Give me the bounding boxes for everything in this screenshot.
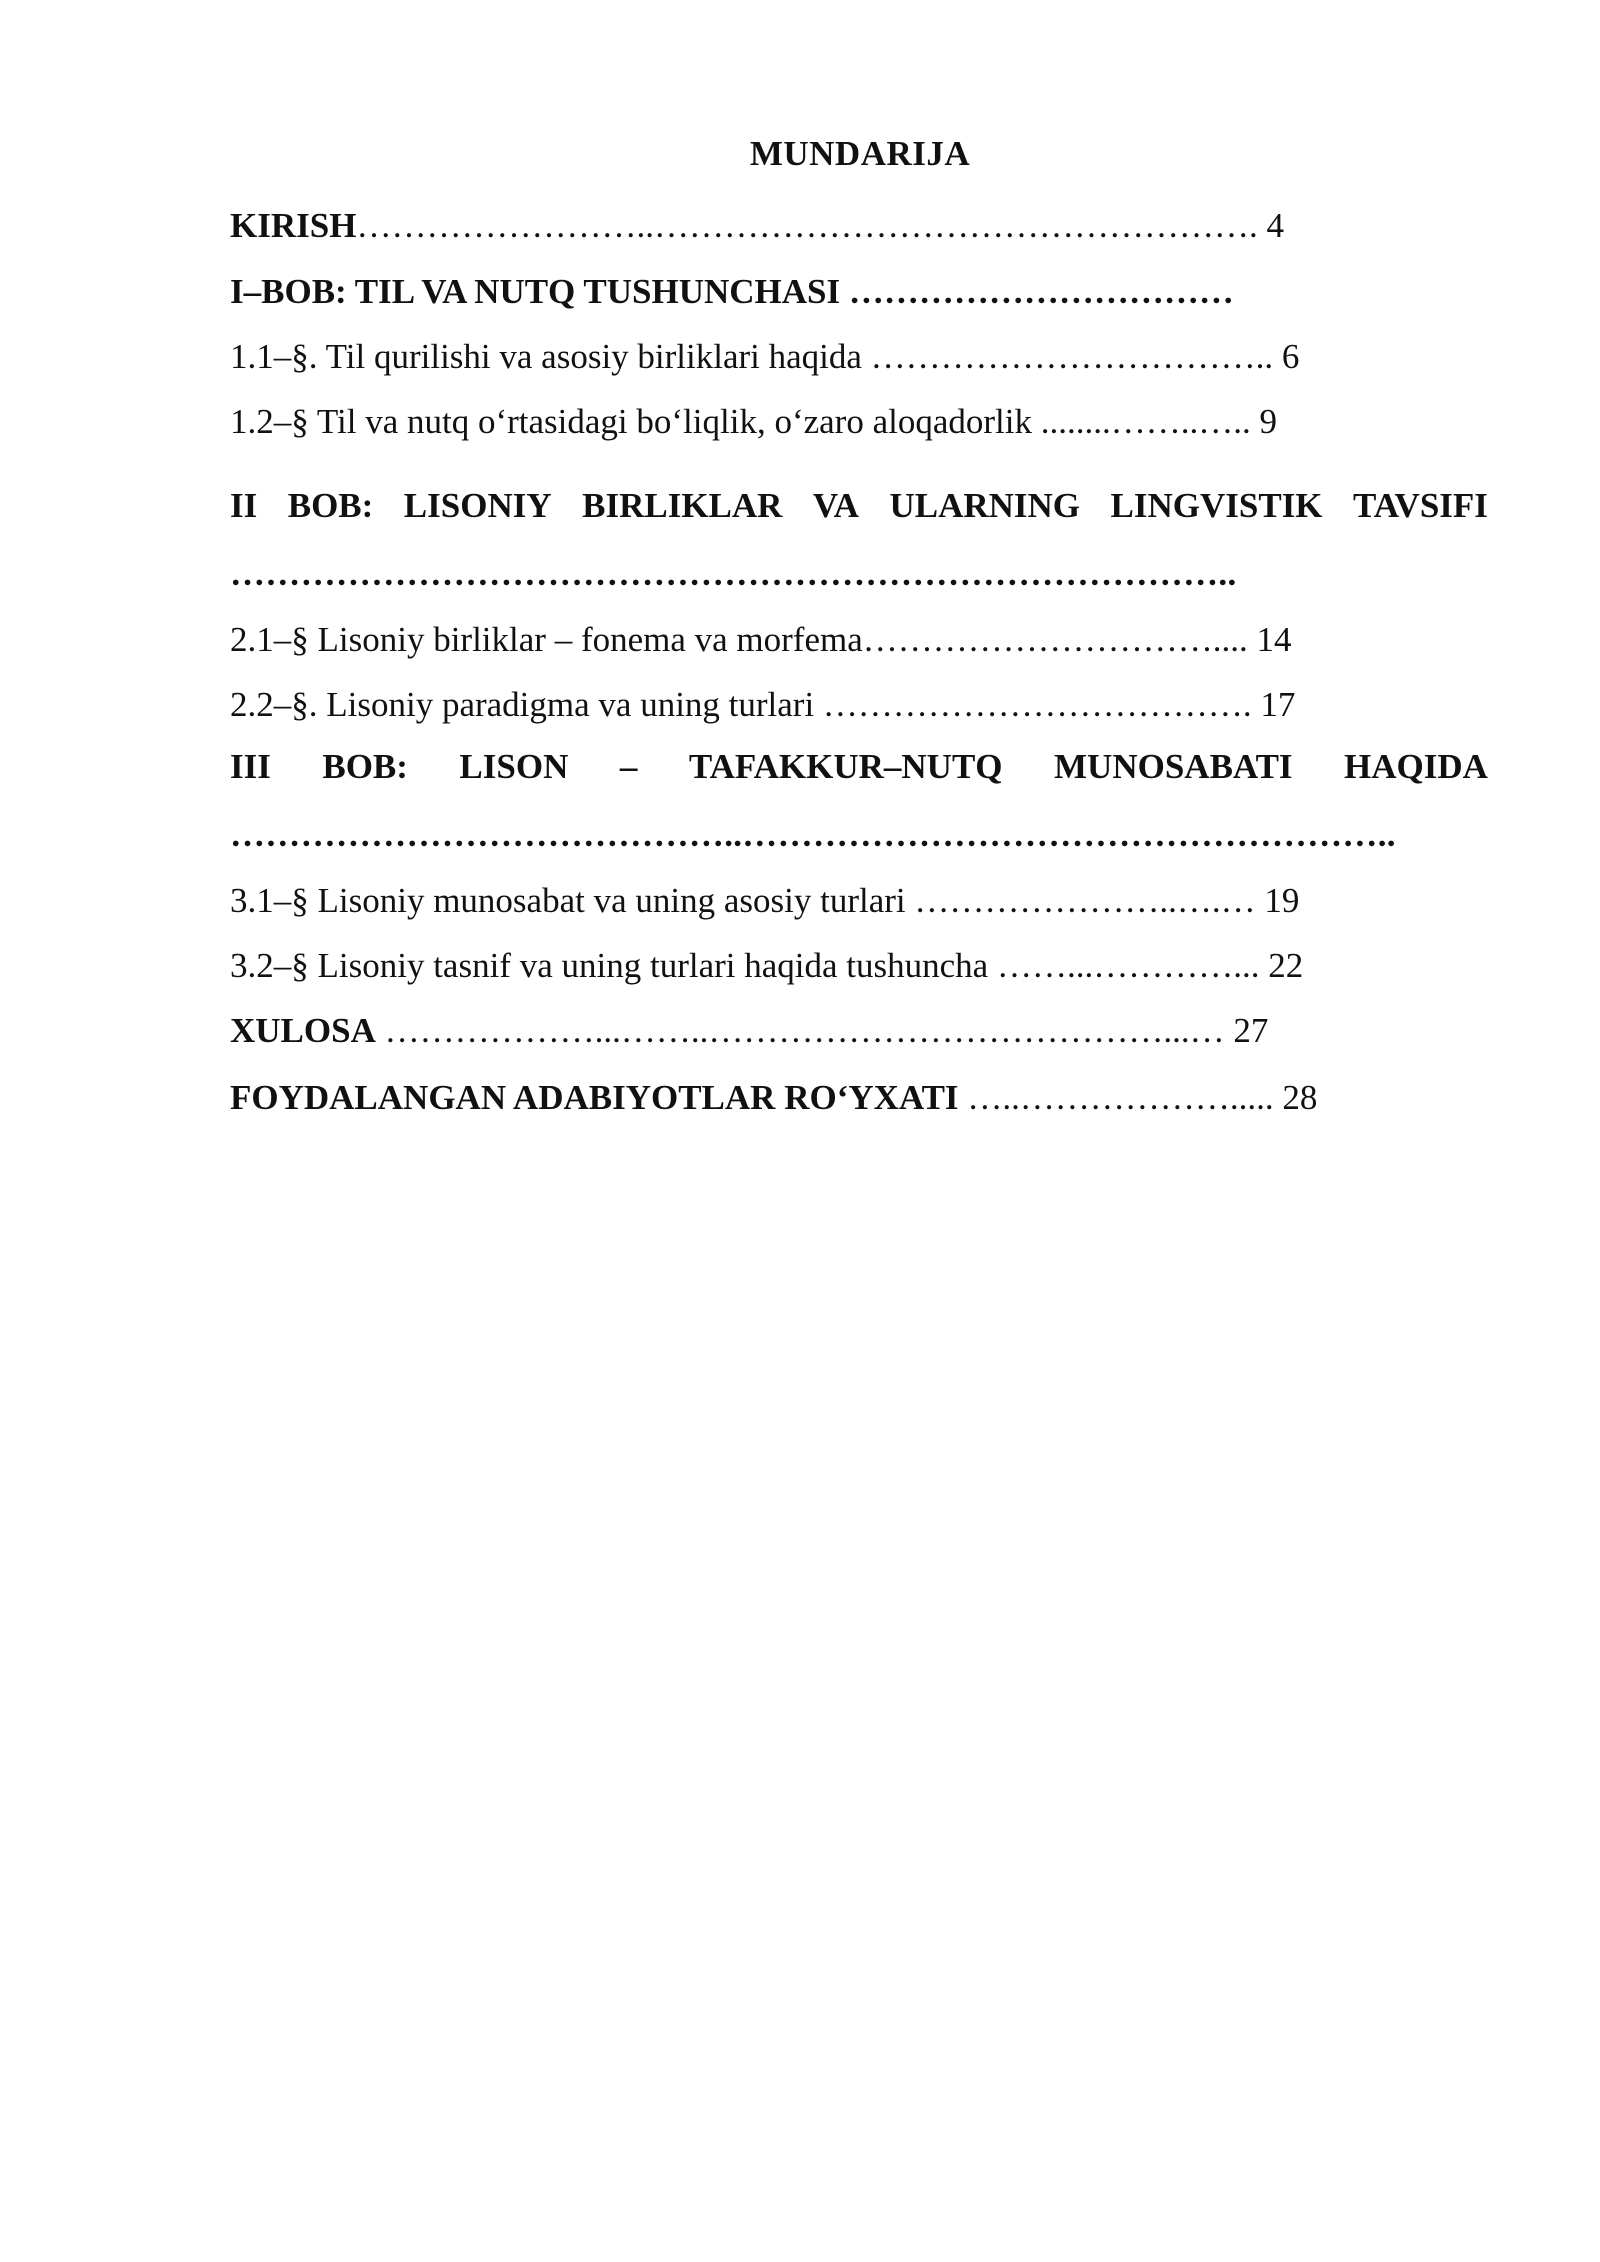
toc-entry-kirish-leader: ……………………..……………………………………………. 4 <box>356 206 1284 245</box>
toc-entry-bob3-leader: ……………………………………..……………………………………………….. <box>230 815 1396 854</box>
toc-word: LINGVISTIK <box>1110 486 1323 525</box>
toc-entry-1-2: 1.2–§ Til va nutq o‘rtasidagi bo‘liqlik, o‘zaro aloqadorlik ........……..….. 9 <box>230 402 1277 441</box>
toc-entry-2-1: 2.1–§ Lisoniy birliklar – fonema va morfema………………………….... 14 <box>230 620 1292 659</box>
toc-entry-xulosa <box>230 1009 1268 1053</box>
toc-entry-3-2: 3.2–§ Lisoniy tasnif va uning turlari haqida tushuncha ……...…………... 22 <box>230 946 1304 985</box>
toc-entry-3-1: 3.1–§ Lisoniy munosabat va uning asosiy turlari …………………..….… 19 <box>230 881 1300 920</box>
toc-word: TAVSIFI <box>1353 486 1488 525</box>
toc-entry-xulosa-leader: ………………...……..…………………………………...… 27 <box>375 1011 1269 1050</box>
toc-word: VA <box>812 486 859 525</box>
toc-entry-foydalangan <box>230 1076 1317 1120</box>
toc-word: LISONIY <box>403 486 552 525</box>
toc-entry-bob3-heading <box>230 745 1488 789</box>
toc-word: HAQIDA <box>1344 747 1488 786</box>
toc-entry-2-2: 2.2–§. Lisoniy paradigma va uning turlari ………………………………. 17 <box>230 685 1296 724</box>
toc-word: – <box>619 747 638 786</box>
toc-word: BOB: <box>322 747 408 786</box>
toc-entry-foydalangan-label: FOYDALANGAN ADABIYOTLAR RO‘YXATI <box>230 1078 959 1117</box>
toc-entry-foydalangan-leader: …..………………..... 28 <box>958 1078 1318 1117</box>
toc-entry-xulosa-label: XULOSA <box>230 1011 376 1050</box>
toc-entry-bob2-leader: ………………………………………………………………………….. <box>230 554 1237 593</box>
toc-entry-bob2-heading <box>230 484 1488 528</box>
toc-entry-bob2 <box>230 484 1488 528</box>
toc-entry-bob1: I–BOB: TIL VA NUTQ TUSHUNCHASI …………………………… <box>230 272 1234 311</box>
toc-word: TAFAKKUR–NUTQ <box>688 747 1003 786</box>
toc-word: BOB: <box>287 486 374 525</box>
toc-word: II <box>230 486 258 525</box>
toc-word: ULARNING <box>889 486 1081 525</box>
toc-entry-bob3 <box>230 745 1488 789</box>
toc-word: MUNOSABATI <box>1054 747 1293 786</box>
toc-entry-1-1: 1.1–§. Til qurilishi va asosiy birliklari haqida …………………………….. 6 <box>230 337 1300 376</box>
toc-word: III <box>230 747 271 786</box>
toc-entry-kirish <box>230 204 1284 248</box>
toc-entry-kirish-label: KIRISH <box>230 206 357 245</box>
toc-word: LISON <box>459 747 569 786</box>
toc-word: BIRLIKLAR <box>582 486 783 525</box>
toc-title: MUNDARIJA <box>749 134 971 173</box>
